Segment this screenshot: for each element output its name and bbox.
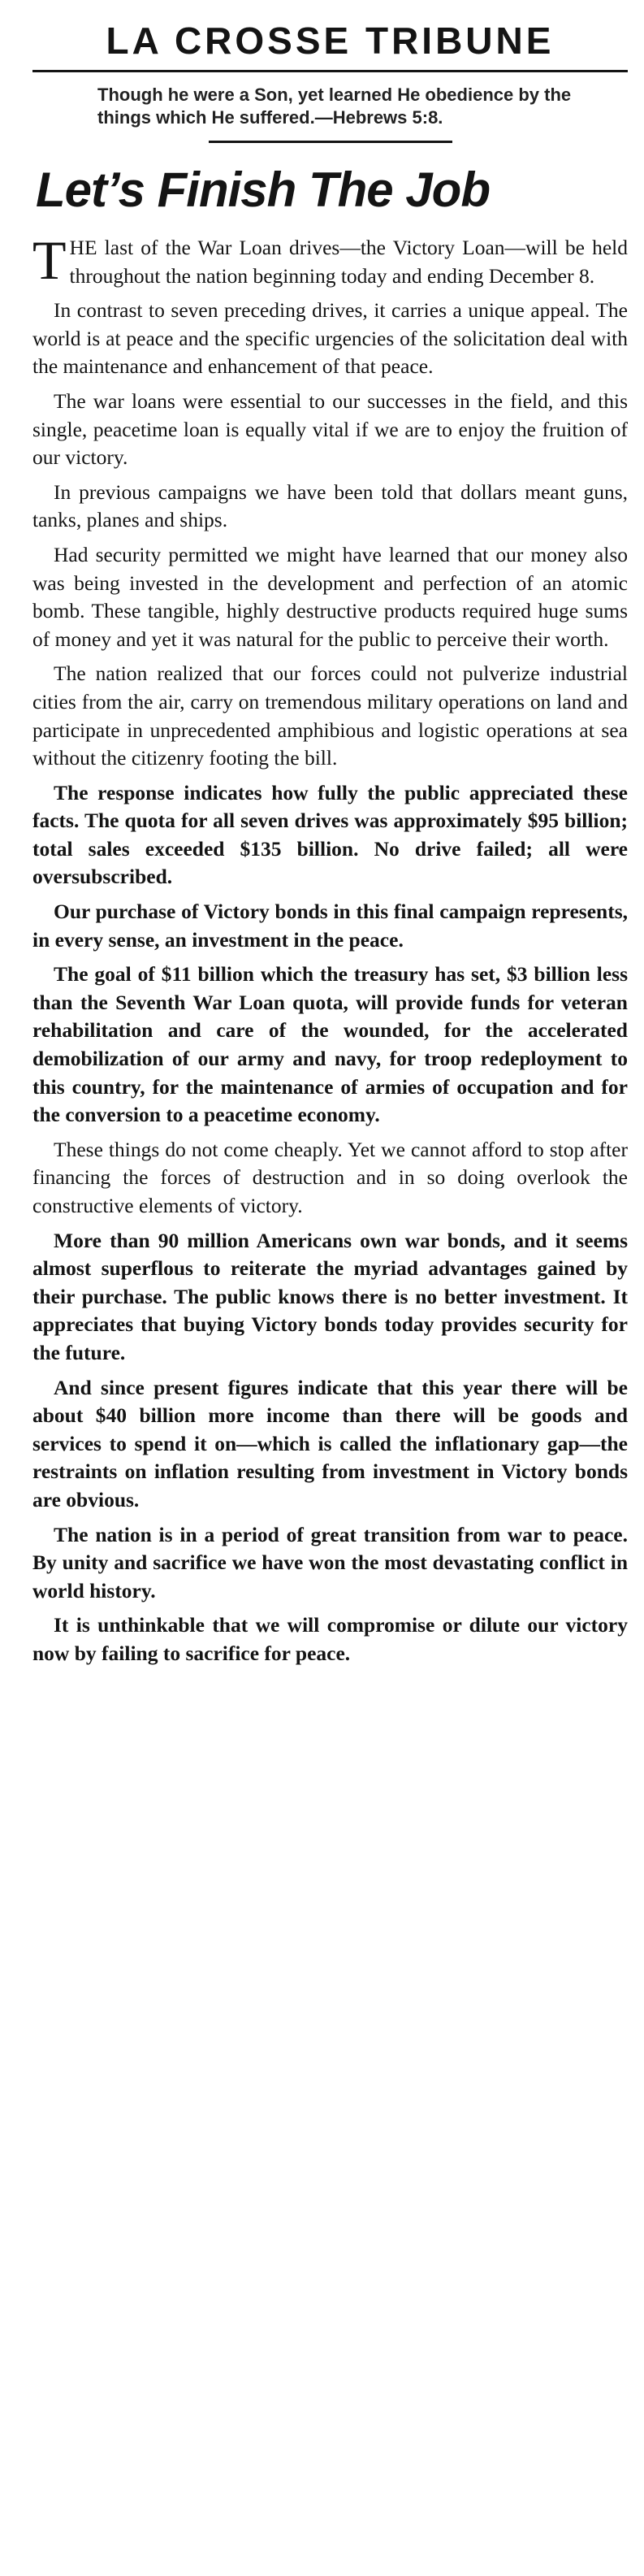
article-paragraph xyxy=(32,1374,628,1515)
paragraph-text: The nation realized that our forces could not pulverize industrial cities from the air, carry on tremendous military operations on land and participate in unprecedented amphibious and logistic operations at sea without the citizenry footing the bill. xyxy=(32,661,628,770)
paragraph-text: The war loans were essential to our successes in the field, and this single, peacetime loan is equally vital if we are to enjoy the fruition of our victory. xyxy=(32,388,628,470)
article-paragraph xyxy=(32,541,628,653)
paragraph-text: Our purchase of Victory bonds in this final campaign represents, in every sense, an investment in the peace. xyxy=(32,900,628,952)
newspaper-page xyxy=(0,16,644,2576)
article-paragraph xyxy=(32,1136,628,1221)
paragraph-text: In contrast to seven preceding drives, it carries a unique appeal. The world is at peace and the specific urgencies of the solicitation deal with the maintenance and enhancement of that peace. xyxy=(32,298,628,379)
article-paragraph xyxy=(32,297,628,381)
paragraph-text: More than 90 million Americans own war bonds, and it seems almost superflous to reiterate the myriad advantages gained by their purchase. The public knows there is no better investment. It appreciates that buying Victory bonds today provides security for the future. xyxy=(32,1228,628,1364)
article-paragraph xyxy=(32,1227,628,1368)
divider-rule xyxy=(209,141,452,143)
article-paragraph xyxy=(32,1611,628,1667)
article-paragraph xyxy=(32,660,628,772)
article-paragraph xyxy=(32,479,628,535)
article-paragraph xyxy=(32,961,628,1130)
paragraph-text: In previous campaigns we have been told that dollars meant guns, tanks, planes and ships. xyxy=(32,479,628,532)
article-body xyxy=(32,229,628,1668)
article-paragraph xyxy=(32,388,628,472)
paragraph-text: And since present figures indicate that this year there will be about $40 billion more income than there will be goods and services to spend it on—which is called the inflationary gap—the restraints on inflation resulting from investment in Victory bonds are obvious. xyxy=(32,1375,628,1511)
article-paragraph xyxy=(32,898,628,954)
motto xyxy=(97,84,603,129)
motto-text: Though he were a Son, yet learned He obedience by the things which He suffered.—Hebrews 5:8. xyxy=(97,85,572,128)
paragraph-text: HE last of the War Loan drives—the Victory Loan—will be held throughout the nation beginning today and ending December 8. xyxy=(69,236,628,288)
masthead: LA CROSSE TRIBUNE xyxy=(32,16,628,72)
paragraph-text: The response indicates how fully the public appreciated these facts. The quota for all seven drives was approximately $95 billion; total sales exceeded $135 billion. No drive failed; all were oversubscribed. xyxy=(32,780,628,889)
paragraph-text: The goal of $11 billion which the treasury has set, $3 billion less than the Seventh War Loan quota, will provide funds for veteran rehabilitation and care of the wounded, for the accelerated demobilization of our army and navy, for troop redeployment to this country, for the maintenance of armies of occupation and for the conversion to a peacetime economy. xyxy=(32,962,628,1127)
paragraph-text: Had security permitted we might have learned that our money also was being invested in the development and perfection of an atomic bomb. These tangible, highly destructive products required huge sums of money and yet it was natural for the public to perceive their worth. xyxy=(32,542,628,651)
drop-cap: T xyxy=(32,229,67,291)
article-paragraph xyxy=(32,229,628,291)
paragraph-text: It is unthinkable that we will compromise or dilute our victory now by failing to sacrifice for peace. xyxy=(32,1613,628,1665)
article-paragraph xyxy=(32,1521,628,1606)
article-paragraph xyxy=(32,779,628,891)
paragraph-text: These things do not come cheaply. Yet we cannot afford to stop after financing the forces of destruction and in so doing overlook the constructive elements of victory. xyxy=(32,1137,628,1217)
headline: Let’s Finish The Job xyxy=(36,163,490,217)
paragraph-text: The nation is in a period of great transition from war to peace. By unity and sacrifice we have won the most devastating conflict in world history. xyxy=(32,1522,628,1602)
